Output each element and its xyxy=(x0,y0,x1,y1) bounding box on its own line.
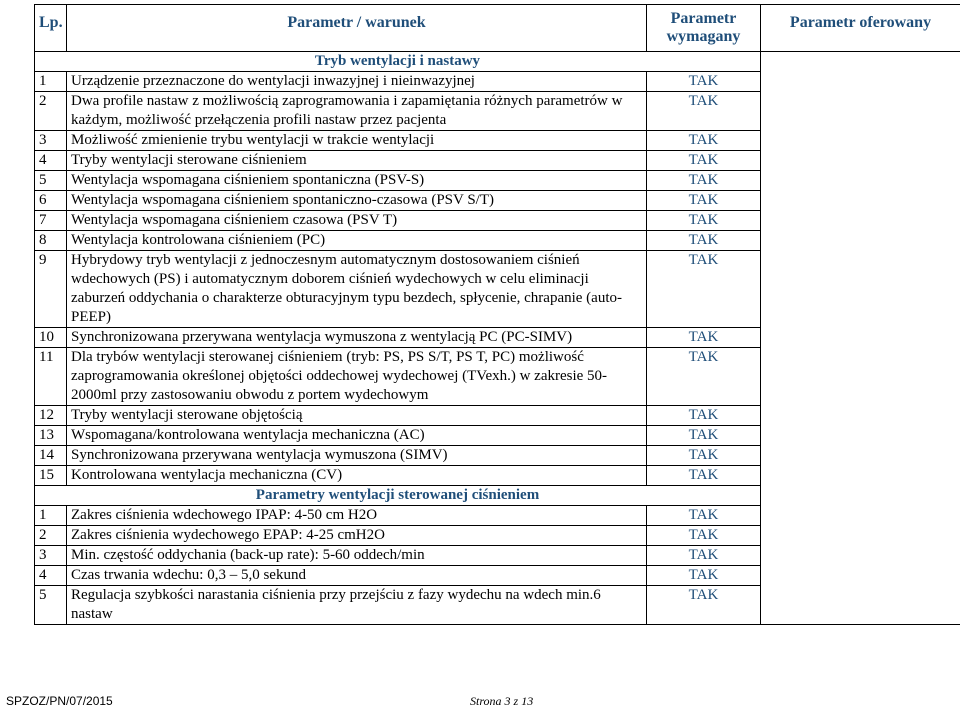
row-required: TAK xyxy=(647,566,761,586)
row-parameter: Dwa profile nastaw z możliwością zaprogramowania i zapamiętania różnych parametrów w każdym, możliwość przełączenia profili nastaw przez pacjenta xyxy=(67,92,647,131)
section-heading-row xyxy=(35,52,960,72)
row-number: 13 xyxy=(35,426,67,446)
row-number: 5 xyxy=(35,586,67,625)
row-required: TAK xyxy=(647,348,761,406)
row-required: TAK xyxy=(647,406,761,426)
row-required: TAK xyxy=(647,151,761,171)
row-number: 1 xyxy=(35,506,67,526)
row-number: 3 xyxy=(35,131,67,151)
row-parameter: Wspomagana/kontrolowana wentylacja mechaniczna (AC) xyxy=(67,426,647,446)
row-number: 14 xyxy=(35,446,67,466)
row-required: TAK xyxy=(647,426,761,446)
row-number: 15 xyxy=(35,466,67,486)
table-header-row xyxy=(35,5,960,52)
row-parameter: Regulacja szybkości narastania ciśnienia przy przejściu z fazy wydechu na wdech min.6 nastaw xyxy=(67,586,647,625)
row-parameter: Wentylacja wspomagana ciśnieniem spontaniczno-czasowa (PSV S/T) xyxy=(67,191,647,211)
row-required: TAK xyxy=(647,231,761,251)
row-required: TAK xyxy=(647,506,761,526)
row-required: TAK xyxy=(647,586,761,625)
row-number: 2 xyxy=(35,526,67,546)
row-required: TAK xyxy=(647,526,761,546)
section-title: Parametry wentylacji sterowanej ciśnieniem xyxy=(35,486,761,506)
row-required: TAK xyxy=(647,446,761,466)
section-title: Tryb wentylacji i nastawy xyxy=(35,52,761,72)
row-parameter: Tryby wentylacji sterowane objętością xyxy=(67,406,647,426)
row-parameter: Tryby wentylacji sterowane ciśnieniem xyxy=(67,151,647,171)
row-parameter: Min. częstość oddychania (back-up rate): 5-60 oddech/min xyxy=(67,546,647,566)
footer-doc-id: SPZOZ/PN/07/2015 xyxy=(6,694,113,708)
row-parameter: Zakres ciśnienia wdechowego IPAP: 4-50 cm H2O xyxy=(67,506,647,526)
row-required: TAK xyxy=(647,251,761,328)
table-body xyxy=(35,52,960,625)
row-parameter: Czas trwania wdechu: 0,3 – 5,0 sekund xyxy=(67,566,647,586)
row-number: 7 xyxy=(35,211,67,231)
row-number: 4 xyxy=(35,566,67,586)
row-required: TAK xyxy=(647,328,761,348)
footer-page-number: Strona 3 z 13 xyxy=(470,694,534,708)
row-number: 1 xyxy=(35,72,67,92)
offered-value-cell xyxy=(761,52,960,625)
header-offered: Parametr oferowany xyxy=(761,5,960,52)
header-required: Parametr wymagany xyxy=(647,5,761,52)
row-required: TAK xyxy=(647,191,761,211)
row-number: 12 xyxy=(35,406,67,426)
row-parameter: Kontrolowana wentylacja mechaniczna (CV) xyxy=(67,466,647,486)
row-number: 8 xyxy=(35,231,67,251)
row-required: TAK xyxy=(647,171,761,191)
row-parameter: Synchronizowana przerywana wentylacja wymuszona (SIMV) xyxy=(67,446,647,466)
row-number: 3 xyxy=(35,546,67,566)
row-parameter: Urządzenie przeznaczone do wentylacji inwazyjnej i nieinwazyjnej xyxy=(67,72,647,92)
row-parameter: Hybrydowy tryb wentylacji z jednoczesnym automatycznym dostosowaniem ciśnień wdechowych (PS) i automatycznym doborem ciśnień wydechowych w celu eliminacji zaburzeń oddychania o charakterze obturacyjnym typu bezdech, spłycenie, chrapanie (auto-PEEP) xyxy=(67,251,647,328)
row-parameter: Dla trybów wentylacji sterowanej ciśnieniem (tryb: PS, PS S/T, PS T, PC) możliwość zaprogramowania określonej objętości oddechowej wydechowej (TVexh.) w zakresie 50-2000ml przy zastosowaniu obwodu z portem wydechowym xyxy=(67,348,647,406)
row-number: 6 xyxy=(35,191,67,211)
header-parameter: Parametr / warunek xyxy=(67,5,647,52)
row-parameter: Zakres ciśnienia wydechowego EPAP: 4-25 cmH2O xyxy=(67,526,647,546)
row-number: 2 xyxy=(35,92,67,131)
row-number: 5 xyxy=(35,171,67,191)
row-number: 9 xyxy=(35,251,67,328)
row-required: TAK xyxy=(647,211,761,231)
header-lp: Lp. xyxy=(35,5,67,52)
row-required: TAK xyxy=(647,72,761,92)
row-parameter: Możliwość zmienienie trybu wentylacji w trakcie wentylacji xyxy=(67,131,647,151)
row-required: TAK xyxy=(647,546,761,566)
spec-table xyxy=(34,4,960,625)
row-required: TAK xyxy=(647,131,761,151)
row-required: TAK xyxy=(647,466,761,486)
row-parameter: Wentylacja kontrolowana ciśnieniem (PC) xyxy=(67,231,647,251)
row-parameter: Wentylacja wspomagana ciśnieniem czasowa (PSV T) xyxy=(67,211,647,231)
row-parameter: Synchronizowana przerywana wentylacja wymuszona z wentylacją PC (PC-SIMV) xyxy=(67,328,647,348)
row-number: 10 xyxy=(35,328,67,348)
row-number: 11 xyxy=(35,348,67,406)
row-number: 4 xyxy=(35,151,67,171)
row-parameter: Wentylacja wspomagana ciśnieniem spontaniczna (PSV-S) xyxy=(67,171,647,191)
row-required: TAK xyxy=(647,92,761,131)
